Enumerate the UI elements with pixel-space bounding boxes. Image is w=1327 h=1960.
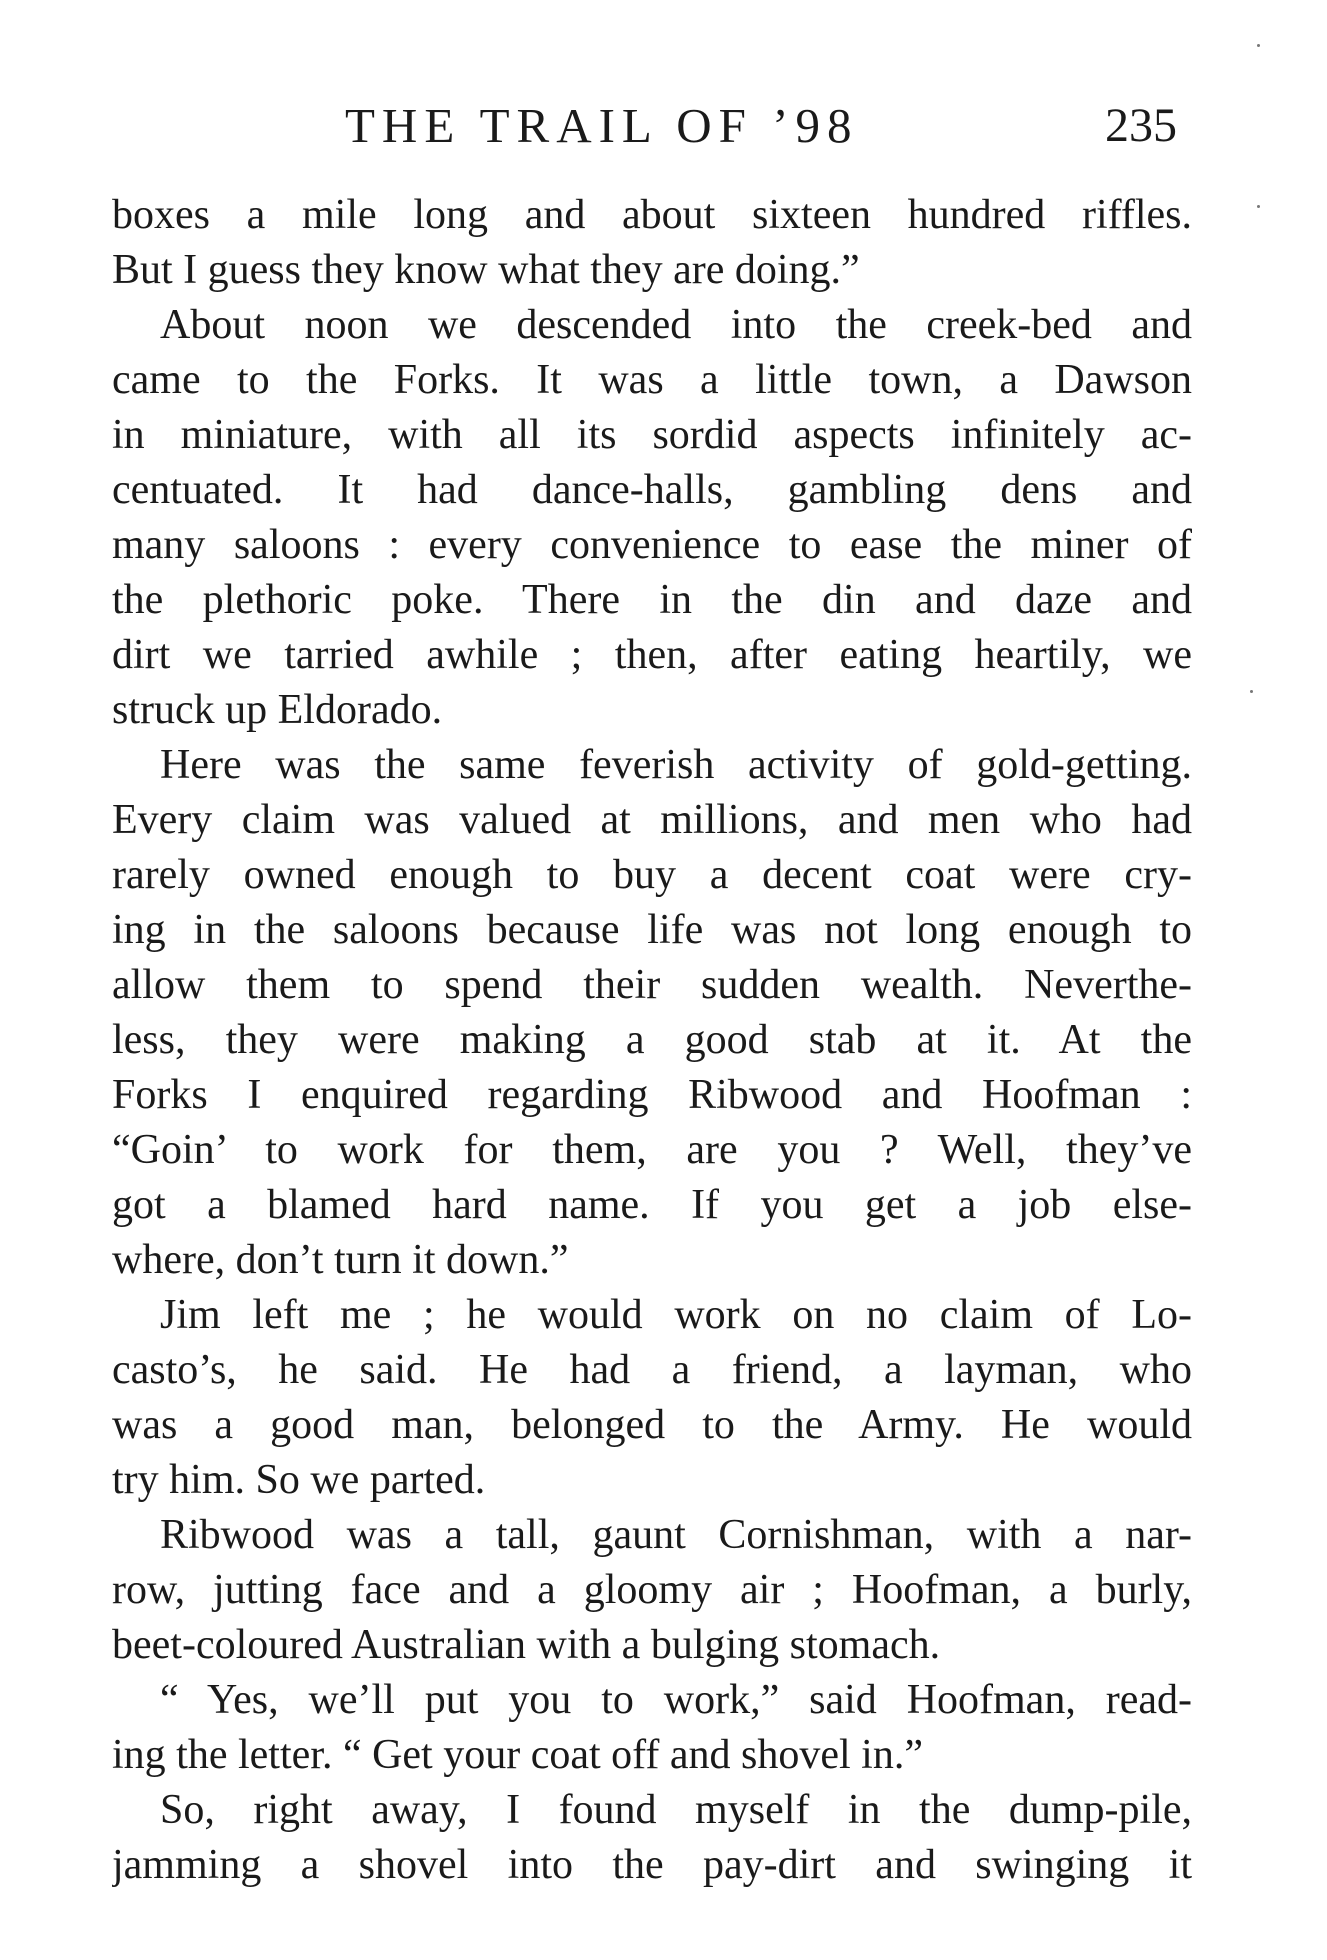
text-line: struck up Eldorado. xyxy=(112,687,443,733)
text-line: where, don’t turn it down.” xyxy=(112,1237,569,1283)
text-line: But I guess they know what they are doing.” xyxy=(112,247,860,293)
text-line: Ribwood was a tall, gaunt Cornishman, with a nar- xyxy=(160,1512,1192,1558)
text-line: came to the Forks. It was a little town, a Dawson xyxy=(112,357,1192,403)
text-line: dirt we tarried awhile ; then, after eating heartily, we xyxy=(112,632,1192,678)
margin-speck xyxy=(1257,205,1260,208)
text-line: in miniature, with all its sordid aspects infinitely ac- xyxy=(112,412,1192,458)
margin-speck xyxy=(1257,44,1260,47)
text-line: About noon we descended into the creek-bed and xyxy=(160,302,1192,348)
text-line: the plethoric poke. There in the din and daze and xyxy=(112,577,1192,623)
text-line: got a blamed hard name. If you get a job else- xyxy=(112,1182,1192,1228)
text-line: boxes a mile long and about sixteen hundred riffles. xyxy=(112,192,1192,238)
text-line: beet-coloured Australian with a bulging stomach. xyxy=(112,1622,941,1668)
text-line: Jim left me ; he would work on no claim of Lo- xyxy=(160,1292,1192,1338)
text-line: Every claim was valued at millions, and men who had xyxy=(112,797,1192,843)
text-line: “Goin’ to work for them, are you ? Well, they’ve xyxy=(112,1127,1192,1173)
text-line: Here was the same feverish activity of gold-getting. xyxy=(160,742,1192,788)
text-line: So, right away, I found myself in the dump-pile, xyxy=(160,1787,1192,1833)
text-line: many saloons : every convenience to ease the miner of xyxy=(112,522,1192,568)
body-text xyxy=(112,188,1192,1893)
text-line: centuated. It had dance-halls, gambling dens and xyxy=(112,467,1192,513)
text-line: ing the letter. “ Get your coat off and shovel in.” xyxy=(112,1732,923,1778)
text-line: “ Yes, we’ll put you to work,” said Hoofman, read- xyxy=(160,1677,1192,1723)
page-number: 235 xyxy=(1105,99,1177,152)
text-line: ing in the saloons because life was not long enough to xyxy=(112,907,1192,953)
margin-speck xyxy=(1250,690,1253,693)
text-line: allow them to spend their sudden wealth. Neverthe- xyxy=(112,962,1192,1008)
text-line: row, jutting face and a gloomy air ; Hoofman, a burly, xyxy=(112,1567,1192,1613)
text-line: rarely owned enough to buy a decent coat were cry- xyxy=(112,852,1192,898)
text-line: jamming a shovel into the pay-dirt and swinging it xyxy=(112,1842,1192,1888)
text-line: try him. So we parted. xyxy=(112,1457,486,1503)
text-line: less, they were making a good stab at it. At the xyxy=(112,1017,1192,1063)
text-line: was a good man, belonged to the Army. He would xyxy=(112,1402,1192,1448)
text-line: casto’s, he said. He had a friend, a layman, who xyxy=(112,1347,1192,1393)
running-title: THE TRAIL OF ’98 xyxy=(345,98,859,153)
page-header xyxy=(0,96,1327,156)
text-line: Forks I enquired regarding Ribwood and Hoofman : xyxy=(112,1072,1192,1118)
